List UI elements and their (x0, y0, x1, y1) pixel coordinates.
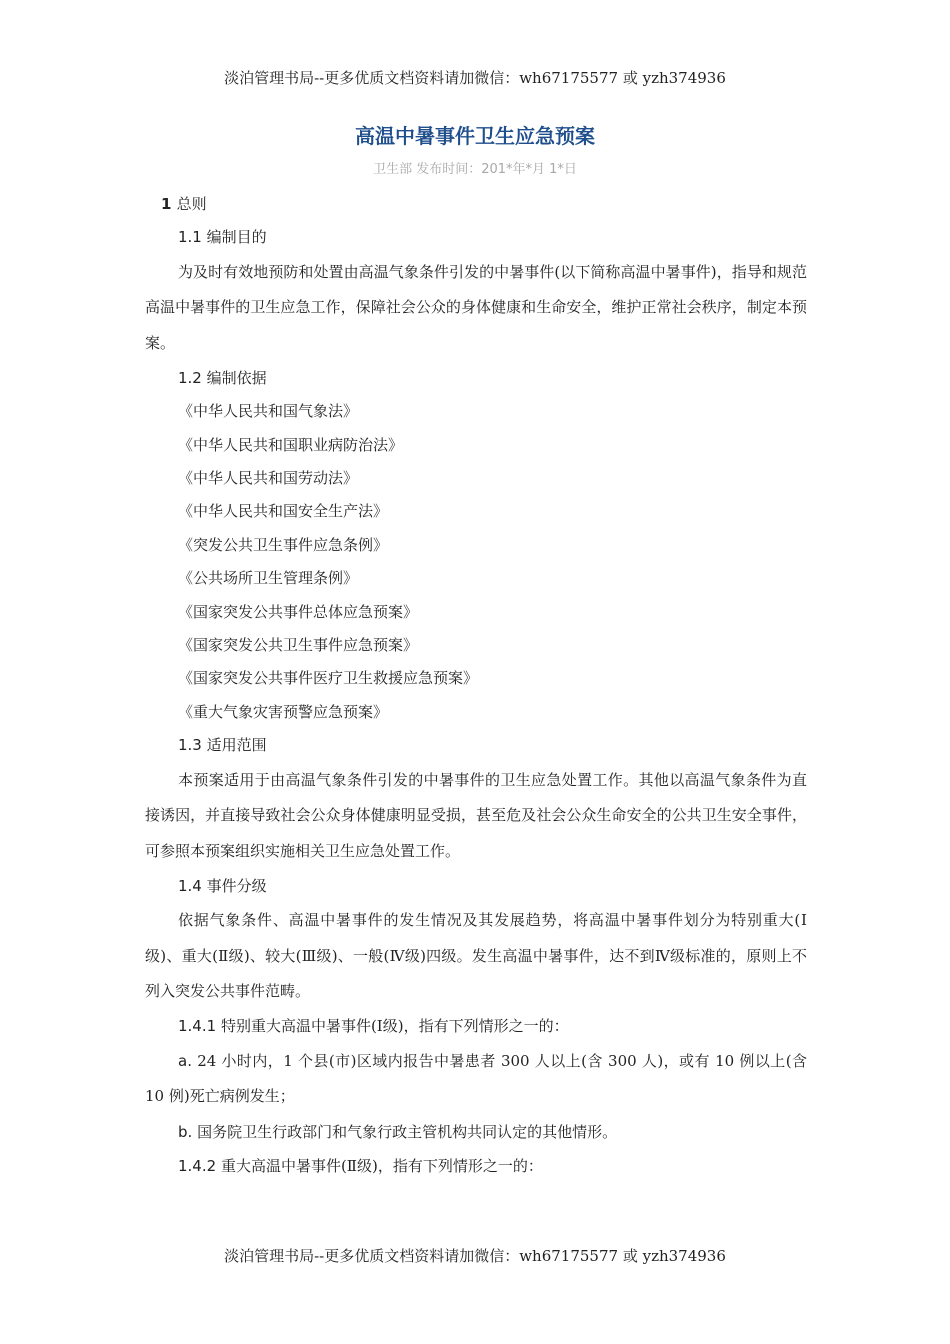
reference-item: 《中华人民共和国安全生产法》 (178, 502, 389, 521)
reference-item: 《突发公共卫生事件应急条例》 (178, 535, 389, 554)
document-title: 高温中暑事件卫生应急预案 (355, 124, 595, 148)
list-item-a (145, 1044, 807, 1115)
subsection-number: 1.2 (178, 368, 202, 387)
paragraph-purpose: 为及时有效地预防和处置由高温气象条件引发的中暑事件(以下简称高温中暑事件)，指导和规范高温中暑事件的卫生应急工作，保障社会公众的身体健康和生命安全，维护正常社会秩序，制定本预案。 (145, 262, 807, 353)
reference-item: 《国家突发公共事件医疗卫生救援应急预案》 (178, 669, 479, 688)
paragraph-classification: 依据气象条件、高温中暑事件的发生情况及其发展趋势，将高温中暑事件划分为特别重大(Ⅰ级)、重大(Ⅱ级)、较大(Ⅲ级)、一般(Ⅳ级)四级。发生高温中暑事件，达不到Ⅳ级标准的，原则上不列入突发公共事件范畴。 (145, 911, 807, 1001)
subsection-number: 1.3 (178, 736, 202, 755)
section-title: 总则 (176, 195, 207, 213)
list-text: 24 小时内，1 个县(市)区域内报告中暑患者 300 人以上(含 300 人)，或有 10 例以上(含 10 例)死亡病例发生； (145, 1051, 807, 1106)
page-header-watermark: 淡泊管理书局--更多优质文档资料请加微信：wh67175577 或 yzh374936 (224, 69, 726, 87)
subsection-heading-1-2 (145, 362, 807, 395)
paragraph-scope: 本预案适用于由高温气象条件引发的中暑事件的卫生应急处置工作。其他以高温气象条件为直接诱因，并直接导致社会公众身体健康明显受损，甚至危及社会公众生命安全的公共卫生安全事件，可参照本预案组织实施相关卫生应急处置工作。 (145, 770, 807, 860)
subsection-heading-1-4-1 (145, 1010, 807, 1043)
subsection-heading-1-4 (145, 870, 807, 903)
reference-item: 《中华人民共和国气象法》 (178, 402, 359, 421)
subsection-number: 1.4.1 (178, 1017, 217, 1036)
section-number: 1 (161, 195, 172, 213)
reference-item: 《国家突发公共卫生事件应急预案》 (178, 636, 419, 655)
subsection-number: 1.4 (178, 876, 202, 895)
list-label: a. (178, 1051, 192, 1070)
subsection-heading-1-3 (145, 729, 807, 762)
subsection-title: 重大高温中暑事件(Ⅱ级)，指有下列情形之一的： (220, 1157, 543, 1176)
subsection-heading-1-1 (145, 221, 807, 254)
subsection-title: 编制目的 (206, 228, 267, 247)
reference-item: 《重大气象灾害预警应急预案》 (178, 702, 389, 721)
subsection-title: 特别重大高温中暑事件(Ⅰ级)，指有下列情形之一的： (220, 1017, 569, 1036)
subsection-number: 1.4.2 (178, 1157, 217, 1176)
reference-item: 《中华人民共和国职业病防治法》 (178, 435, 404, 454)
reference-item: 《国家突发公共事件总体应急预案》 (178, 602, 419, 621)
list-label: b. (178, 1122, 193, 1141)
subsection-title: 适用范围 (206, 736, 267, 755)
document-subtitle: 卫生部 发布时间：201*年*月 1*日 (373, 162, 577, 177)
reference-item: 《中华人民共和国劳动法》 (178, 469, 359, 488)
subsection-title: 编制依据 (206, 368, 267, 387)
subsection-title: 事件分级 (206, 876, 267, 895)
reference-item: 《公共场所卫生管理条例》 (178, 569, 359, 588)
list-text: 国务院卫生行政部门和气象行政主管机构共同认定的其他情形。 (197, 1122, 618, 1141)
document-body (145, 188, 807, 1183)
subsection-number: 1.1 (178, 228, 202, 247)
section-heading-1 (145, 188, 807, 221)
page-footer-watermark: 淡泊管理书局--更多优质文档资料请加微信：wh67175577 或 yzh374936 (224, 1247, 726, 1265)
subsection-heading-1-4-2 (145, 1150, 807, 1183)
list-item-b (145, 1115, 807, 1151)
